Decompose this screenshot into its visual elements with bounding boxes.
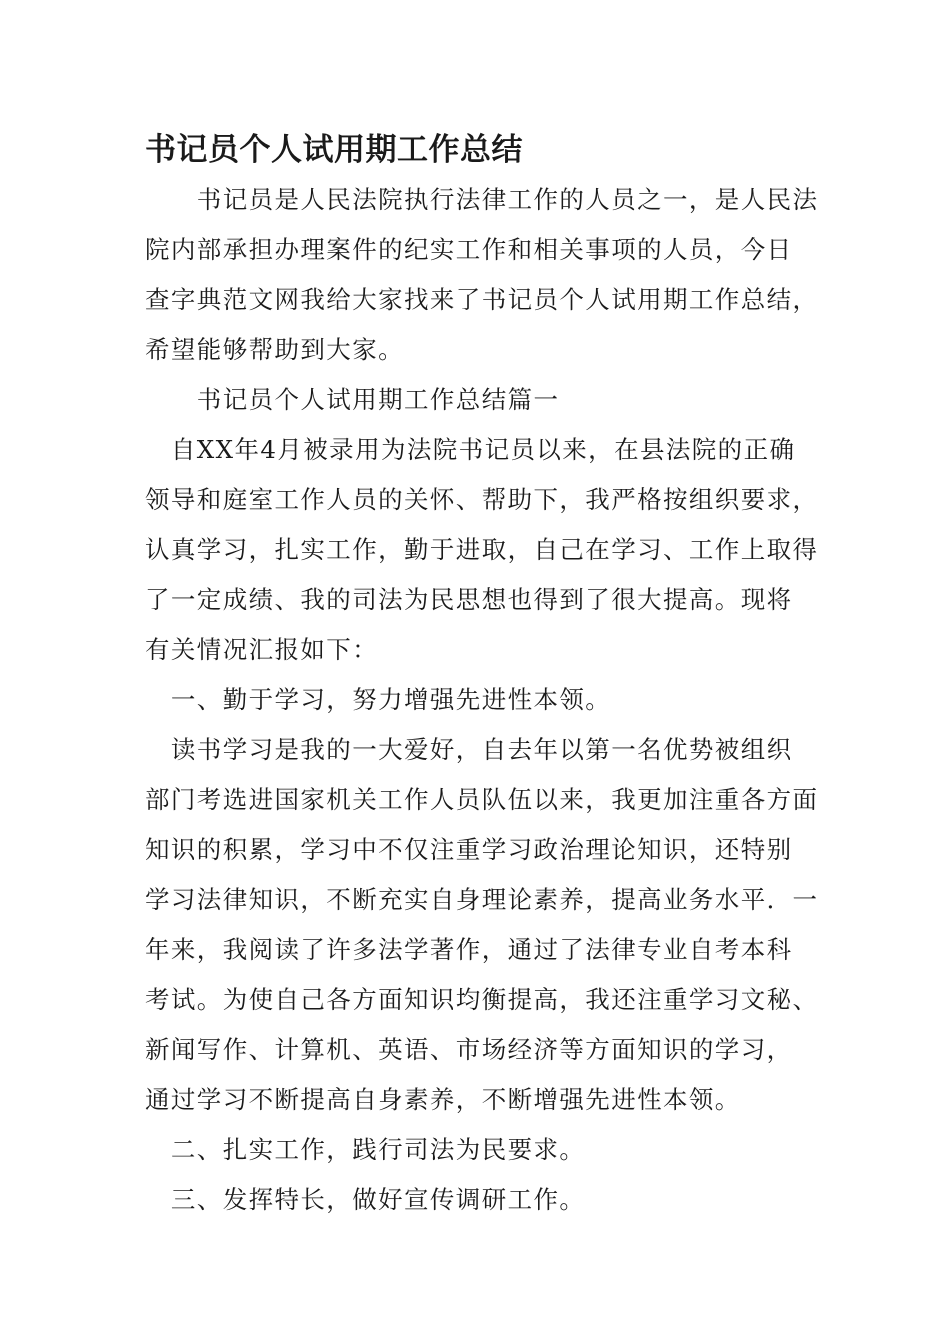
body-line: 了一定成绩、我的司法为民思想也得到了很大提高。现将 xyxy=(145,585,793,614)
body-line: 书记员是人民法院执行法律工作的人员之一，是人民法 xyxy=(145,185,819,214)
body-line: 通过学习不断提高自身素养，不断增强先进性本领。 xyxy=(145,1085,741,1114)
document-title: 书记员个人试用期工作总结 xyxy=(145,132,523,168)
body-line: 新闻写作、计算机、英语、市场经济等方面知识的学习， xyxy=(145,1035,793,1064)
body-line: 希望能够帮助到大家。 xyxy=(145,335,404,364)
body-line: 有关情况汇报如下： xyxy=(145,635,379,664)
body-line: 知识的积累，学习中不仅注重学习政治理论知识，还特别 xyxy=(145,835,793,864)
body-line: 查字典范文网我给大家找来了书记员个人试用期工作总结， xyxy=(145,285,819,314)
section-heading: 书记员个人试用期工作总结篇一 xyxy=(145,385,560,414)
section-heading: 三、发挥特长，做好宣传调研工作。 xyxy=(145,1185,586,1214)
body-line: 认真学习，扎实工作，勤于进取，自己在学习、工作上取得 xyxy=(145,535,819,564)
section-heading: 一、勤于学习，努力增强先进性本领。 xyxy=(145,685,612,714)
body-line: 部门考选进国家机关工作人员队伍以来，我更加注重各方面 xyxy=(145,785,819,814)
body-line: 院内部承担办理案件的纪实工作和相关事项的人员，今日 xyxy=(145,235,793,264)
body-line: 自XX年4月被录用为法院书记员以来，在县法院的正确 xyxy=(145,435,796,464)
section-heading: 二、扎实工作，践行司法为民要求。 xyxy=(145,1135,586,1164)
body-line: 学习法律知识，不断充实自身理论素养，提高业务水平．一 xyxy=(145,885,819,914)
body-line: 考试。为使自己各方面知识均衡提高，我还注重学习文秘、 xyxy=(145,985,819,1014)
body-line: 年来，我阅读了许多法学著作，通过了法律专业自考本科 xyxy=(145,935,793,964)
body-line: 读书学习是我的一大爱好，自去年以第一名优势被组织 xyxy=(145,735,793,764)
body-line: 领导和庭室工作人员的关怀、帮助下，我严格按组织要求， xyxy=(145,485,819,514)
